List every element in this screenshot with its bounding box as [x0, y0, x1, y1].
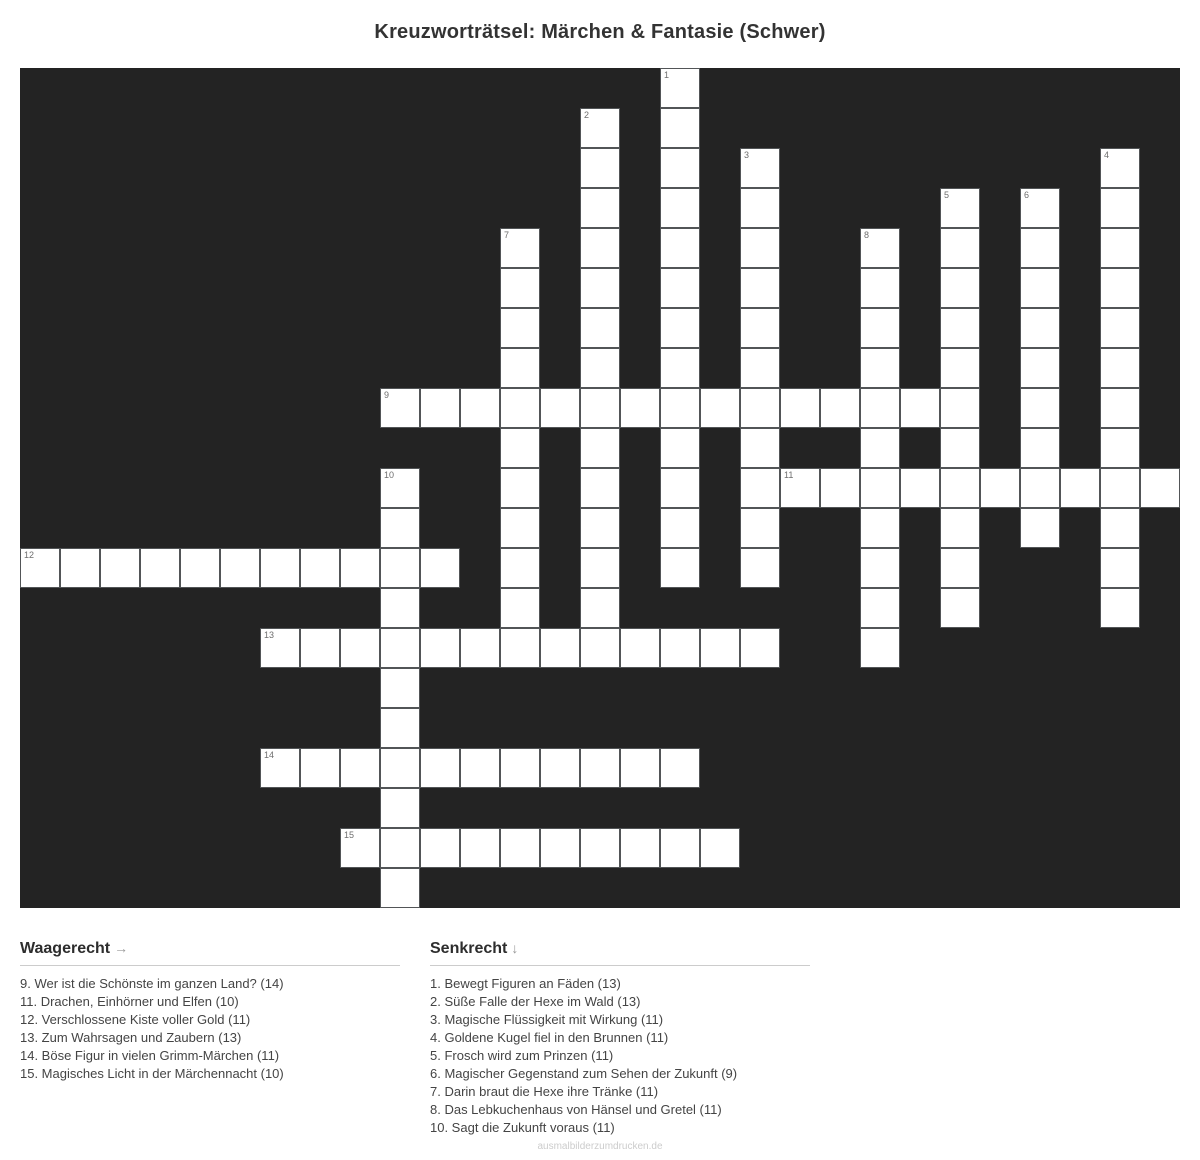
grid-cell[interactable]	[420, 828, 460, 868]
grid-cell[interactable]	[580, 148, 620, 188]
across-heading-label: Waagerecht	[20, 940, 111, 957]
grid-cell[interactable]	[740, 428, 780, 468]
grid-cell[interactable]	[260, 628, 300, 668]
grid-cell[interactable]	[1140, 468, 1180, 508]
grid-cell[interactable]	[1020, 388, 1060, 428]
grid-cell[interactable]	[740, 308, 780, 348]
grid-cell[interactable]	[980, 468, 1020, 508]
crossword-grid	[20, 68, 1180, 908]
grid-cell[interactable]	[660, 268, 700, 308]
right-arrow-icon: →	[114, 940, 129, 956]
grid-cell[interactable]	[500, 268, 540, 308]
grid-cell[interactable]	[1020, 268, 1060, 308]
grid-cell[interactable]	[580, 628, 620, 668]
grid-cell[interactable]	[1100, 308, 1140, 348]
grid-cell[interactable]	[500, 348, 540, 388]
grid-cell[interactable]	[900, 468, 940, 508]
down-clues-column	[430, 940, 810, 1137]
grid-cell[interactable]	[940, 428, 980, 468]
cell-number: 14	[264, 750, 275, 760]
grid-cell[interactable]	[1100, 588, 1140, 628]
cell-number: 1	[664, 70, 670, 80]
grid-cell[interactable]	[940, 548, 980, 588]
grid-cell[interactable]	[780, 388, 820, 428]
grid-cell[interactable]	[580, 548, 620, 588]
grid-cell[interactable]	[380, 708, 420, 748]
cell-number: 3	[744, 150, 750, 160]
grid-cell[interactable]	[380, 508, 420, 548]
clue-item: 3. Magische Flüssigkeit mit Wirkung (11)	[430, 1012, 664, 1027]
cell-number: 7	[504, 230, 510, 240]
clue-item: 6. Magischer Gegenstand zum Sehen der Zukunft (9)	[430, 1066, 738, 1081]
grid-cell[interactable]	[20, 548, 60, 588]
grid-cell[interactable]	[620, 628, 660, 668]
clue-item: 5. Frosch wird zum Prinzen (11)	[430, 1048, 614, 1063]
grid-cell[interactable]	[1100, 188, 1140, 228]
cell-number: 11	[784, 470, 794, 480]
grid-cell[interactable]	[380, 788, 420, 828]
grid-cell[interactable]	[180, 548, 220, 588]
grid-cell[interactable]	[500, 308, 540, 348]
page-title: Kreuzworträtsel: Märchen & Fantasie (Schwer)	[374, 21, 826, 43]
grid-cell[interactable]	[1020, 508, 1060, 548]
grid-cell[interactable]	[1020, 348, 1060, 388]
grid-cell[interactable]	[660, 508, 700, 548]
grid-cell[interactable]	[60, 548, 100, 588]
grid-cell[interactable]	[500, 548, 540, 588]
grid-cell[interactable]	[820, 468, 860, 508]
grid-cell[interactable]	[460, 828, 500, 868]
grid-cell[interactable]	[740, 188, 780, 228]
grid-cell[interactable]	[580, 388, 620, 428]
grid-cell[interactable]	[1100, 228, 1140, 268]
grid-cell[interactable]	[620, 828, 660, 868]
grid-cell[interactable]	[340, 548, 380, 588]
grid-cell[interactable]	[700, 628, 740, 668]
grid-cell[interactable]	[620, 388, 660, 428]
grid-cell[interactable]	[740, 268, 780, 308]
grid-cell[interactable]	[660, 548, 700, 588]
clue-item: 7. Darin braut die Hexe ihre Tränke (11)	[430, 1084, 659, 1099]
grid-cell[interactable]	[420, 748, 460, 788]
cell-number: 13	[264, 630, 275, 640]
grid-cell[interactable]	[940, 268, 980, 308]
clue-item: 14. Böse Figur in vielen Grimm-Märchen (11)	[20, 1048, 280, 1063]
clue-item: 12. Verschlossene Kiste voller Gold (11)	[20, 1012, 251, 1027]
across-heading	[20, 940, 400, 966]
grid-cell[interactable]	[940, 348, 980, 388]
grid-cell[interactable]	[780, 468, 820, 508]
cell-number: 8	[864, 230, 870, 240]
grid-cell[interactable]	[260, 748, 300, 788]
grid-cell[interactable]	[1100, 468, 1140, 508]
grid-cell[interactable]	[500, 508, 540, 548]
grid-cell[interactable]	[540, 628, 580, 668]
grid-cell[interactable]	[580, 588, 620, 628]
grid-cell[interactable]	[740, 508, 780, 548]
grid-cell[interactable]	[420, 628, 460, 668]
grid-cell[interactable]	[380, 868, 420, 908]
grid-cell[interactable]	[340, 748, 380, 788]
grid-cell[interactable]	[380, 668, 420, 708]
grid-cell[interactable]	[460, 628, 500, 668]
cell-number: 2	[584, 110, 590, 120]
grid-cell[interactable]	[940, 588, 980, 628]
grid-cell[interactable]	[500, 228, 540, 268]
down-clue-list	[430, 975, 810, 1137]
grid-cell[interactable]	[940, 388, 980, 428]
clue-item: 15. Magisches Licht in der Märchennacht (10)	[20, 1066, 284, 1081]
grid-cell[interactable]	[1100, 388, 1140, 428]
grid-cell[interactable]	[580, 428, 620, 468]
grid-cell[interactable]	[220, 548, 260, 588]
cell-number: 6	[1024, 190, 1030, 200]
grid-cell[interactable]	[1100, 548, 1140, 588]
grid-cell[interactable]	[860, 388, 900, 428]
clue-item: 13. Zum Wahrsagen und Zaubern (13)	[20, 1030, 242, 1045]
grid-cell[interactable]	[460, 748, 500, 788]
grid-cell[interactable]	[300, 748, 340, 788]
grid-cell[interactable]	[460, 388, 500, 428]
grid-cell[interactable]	[340, 828, 380, 868]
grid-cell[interactable]	[740, 548, 780, 588]
grid-cell[interactable]	[140, 548, 180, 588]
cell-number: 12	[24, 550, 35, 560]
grid-cell[interactable]	[1020, 228, 1060, 268]
grid-cell[interactable]	[380, 628, 420, 668]
grid-cell[interactable]	[260, 548, 300, 588]
grid-cell[interactable]	[660, 148, 700, 188]
grid-cell[interactable]	[420, 388, 460, 428]
grid-cell[interactable]	[580, 188, 620, 228]
grid-cell[interactable]	[500, 588, 540, 628]
grid-cell[interactable]	[900, 388, 940, 428]
grid-cell[interactable]	[660, 228, 700, 268]
down-heading	[430, 940, 810, 966]
grid-cell[interactable]	[1100, 148, 1140, 188]
grid-cell[interactable]	[1020, 468, 1060, 508]
grid-cell[interactable]	[860, 308, 900, 348]
grid-cell[interactable]	[740, 148, 780, 188]
clue-item: 8. Das Lebkuchenhaus von Hänsel und Gretel (11)	[430, 1102, 722, 1117]
grid-cell[interactable]	[740, 348, 780, 388]
grid-cell[interactable]	[100, 548, 140, 588]
grid-cell[interactable]	[860, 428, 900, 468]
grid-cell[interactable]	[500, 748, 540, 788]
grid-cell[interactable]	[540, 388, 580, 428]
grid-cell[interactable]	[860, 228, 900, 268]
grid-cell[interactable]	[380, 388, 420, 428]
grid-cell[interactable]	[860, 548, 900, 588]
grid-cell[interactable]	[1060, 468, 1100, 508]
grid-cell[interactable]	[660, 748, 700, 788]
grid-cell[interactable]	[660, 468, 700, 508]
grid-cell[interactable]	[580, 828, 620, 868]
grid-cell[interactable]	[700, 828, 740, 868]
grid-cell[interactable]	[1020, 428, 1060, 468]
clues-section	[20, 940, 810, 1137]
grid-cell[interactable]	[660, 108, 700, 148]
grid-cell[interactable]	[940, 228, 980, 268]
grid-cell[interactable]	[660, 628, 700, 668]
grid-cell[interactable]	[1020, 188, 1060, 228]
grid-cell[interactable]	[300, 548, 340, 588]
grid-cell[interactable]	[500, 428, 540, 468]
grid-cell[interactable]	[380, 548, 420, 588]
grid-cell[interactable]	[380, 468, 420, 508]
grid-cell[interactable]	[660, 388, 700, 428]
across-clue-list	[20, 975, 400, 1083]
grid-cell[interactable]	[660, 308, 700, 348]
grid-cell[interactable]	[580, 108, 620, 148]
grid-cell[interactable]	[1100, 348, 1140, 388]
grid-cell[interactable]	[740, 468, 780, 508]
grid-cell[interactable]	[580, 308, 620, 348]
grid-cell[interactable]	[500, 388, 540, 428]
grid-cell[interactable]	[1100, 508, 1140, 548]
cell-number: 15	[344, 830, 355, 840]
footer-credit: ausmalbilderzumdrucken.de	[537, 1141, 663, 1152]
grid-cell[interactable]	[740, 628, 780, 668]
grid-cell[interactable]	[660, 348, 700, 388]
grid-cell[interactable]	[580, 508, 620, 548]
grid-cell[interactable]	[660, 428, 700, 468]
grid-cell[interactable]	[1100, 428, 1140, 468]
grid-cell[interactable]	[500, 628, 540, 668]
grid-cell[interactable]	[860, 628, 900, 668]
grid-cell[interactable]	[660, 828, 700, 868]
grid-cell[interactable]	[700, 388, 740, 428]
grid-cell[interactable]	[380, 588, 420, 628]
grid-cell[interactable]	[580, 228, 620, 268]
grid-cell[interactable]	[300, 628, 340, 668]
grid-cell[interactable]	[860, 588, 900, 628]
cell-number: 9	[384, 390, 390, 400]
grid-cell[interactable]	[940, 508, 980, 548]
grid-cell[interactable]	[500, 828, 540, 868]
grid-cell[interactable]	[420, 548, 460, 588]
grid-cell[interactable]	[660, 188, 700, 228]
grid-cell[interactable]	[740, 388, 780, 428]
grid-cell[interactable]	[580, 748, 620, 788]
grid-cell[interactable]	[540, 828, 580, 868]
grid-cell[interactable]	[940, 308, 980, 348]
cell-number: 10	[384, 470, 395, 480]
grid-cell[interactable]	[940, 188, 980, 228]
down-arrow-icon: ↓	[511, 940, 519, 956]
clue-item: 2. Süße Falle der Hexe im Wald (13)	[430, 994, 641, 1009]
grid-cell[interactable]	[860, 468, 900, 508]
grid-cell[interactable]	[1100, 268, 1140, 308]
clue-item: 4. Goldene Kugel fiel in den Brunnen (11)	[430, 1030, 669, 1045]
grid-cell[interactable]	[380, 828, 420, 868]
clue-item: 10. Sagt die Zukunft voraus (11)	[430, 1120, 615, 1135]
grid-cell[interactable]	[580, 348, 620, 388]
cell-number: 5	[944, 190, 950, 200]
grid-cell[interactable]	[660, 68, 700, 108]
cell-number: 4	[1104, 150, 1110, 160]
grid-cell[interactable]	[340, 628, 380, 668]
grid-cell[interactable]	[860, 348, 900, 388]
grid-cell[interactable]	[580, 468, 620, 508]
across-clues-column	[20, 940, 400, 1137]
grid-cell[interactable]	[500, 468, 540, 508]
grid-cell[interactable]	[540, 748, 580, 788]
grid-cell[interactable]	[860, 508, 900, 548]
down-heading-label: Senkrecht	[430, 940, 508, 957]
grid-cell[interactable]	[820, 388, 860, 428]
grid-cell[interactable]	[860, 268, 900, 308]
clue-item: 11. Drachen, Einhörner und Elfen (10)	[20, 994, 239, 1009]
grid-cell[interactable]	[580, 268, 620, 308]
grid-cell[interactable]	[740, 228, 780, 268]
grid-cell[interactable]	[940, 468, 980, 508]
clue-item: 1. Bewegt Figuren an Fäden (13)	[430, 976, 621, 991]
clue-item: 9. Wer ist die Schönste im ganzen Land? (14)	[20, 976, 284, 991]
grid-cell[interactable]	[380, 748, 420, 788]
grid-cell[interactable]	[1020, 308, 1060, 348]
grid-cell[interactable]	[620, 748, 660, 788]
